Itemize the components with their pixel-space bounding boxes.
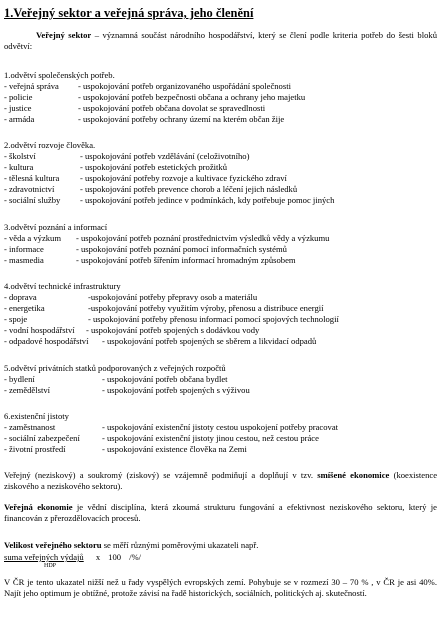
item-name: - armáda (4, 114, 35, 124)
mixed-economy-text-2: (koexistence ziskového a neziskového sektoru). (4, 470, 438, 491)
item-name: - životní prostředí (4, 444, 66, 454)
item-name: - zdravotnictví (4, 184, 55, 194)
section-title: 3.odvětví poznání a informací (4, 222, 108, 232)
item-description: - uspokojování potřeb šířením informací hromadným způsobem (76, 255, 296, 265)
section-title: 4.odvětví technické infrastruktury (4, 281, 121, 291)
list-item (4, 374, 437, 384)
final-paragraph: V ČR je tento ukazatel nižší než u řady vyspělých evropských zemí. Pohybuje se v rozmezí 30 – 70 % , v ČR je asi 40%. Najít jeho optimum je obtížné, protože závisí na řadě historických, sociálních, politických aj. skutečností. (4, 577, 437, 598)
item-description: - uspokojování potřeb poznání prostřednictvím výsledků vědy a výzkumu (76, 233, 330, 243)
item-description: - uspokojování potřeby ochrany území na kterém občan žije (78, 114, 285, 124)
item-name: - odpadové hospodářství (4, 336, 89, 346)
item-description: - uspokojování potřeb poznání pomocí informačních systémů (76, 244, 287, 254)
item-name: - justice (4, 103, 32, 113)
item-description: - uspokojování existence člověka na Zemi (102, 444, 247, 454)
item-description: - uspokojování potřeb estetických prožitků (80, 162, 228, 172)
list-item (4, 433, 437, 443)
item-description: - uspokojování potřeby rozvoje a kultivace fyzického zdraví (80, 173, 287, 183)
item-name: - vodní hospodářství (4, 325, 75, 335)
item-description: - uspokojování existenční jistoty jinou cestou, než cestou práce (102, 433, 319, 443)
item-description: -uspokojování potřeby přepravy osob a materiálu (88, 292, 258, 302)
list-item (4, 336, 437, 346)
formula-numerator: suma veřejných výdajů (4, 552, 84, 562)
intro-text: – významná součást národního hospodářství, který se člení podle kriteria potřeb do šesti bloků odvětví: (4, 30, 437, 51)
list-item (4, 151, 437, 161)
item-description: - uspokojování potřeb jedince v podmínkách, kdy potřebuje pomoc jiných (80, 195, 335, 205)
list-item (4, 444, 437, 454)
item-description: - uspokojování potřeb spojených s výživou (102, 385, 250, 395)
item-name: - policie (4, 92, 33, 102)
list-item (4, 244, 437, 254)
size-paragraph (4, 540, 258, 550)
intro-paragraph (4, 30, 437, 52)
item-name: - školství (4, 151, 36, 161)
mixed-economy-paragraph (4, 470, 437, 492)
mixed-economy-text: Veřejný (neziskový) a soukromý (ziskový) se vzájemně podmiňují a doplňují v tzv. (4, 470, 318, 480)
item-description: - uspokojování potřeb bezpečnosti občana a ochrany jeho majetku (78, 92, 306, 102)
item-name: - věda a výzkum (4, 233, 62, 243)
item-name: - sociální zabezpečení (4, 433, 80, 443)
list-item (4, 81, 437, 91)
item-name: - zemědělství (4, 385, 51, 395)
item-description: - uspokojování potřeby přenosu informací pomocí spojových technologií (88, 314, 339, 324)
list-item (4, 92, 437, 102)
list-item (4, 173, 437, 183)
size-term: Velikost veřejného sektoru (4, 540, 102, 550)
section-title: 5.odvětví privátních statků podporovaných z veřejných rozpočtů (4, 363, 226, 373)
section-title: 1.odvětví společenských potřeb. (4, 70, 115, 80)
item-name: - sociální služby (4, 195, 61, 205)
mixed-economy-term: smíšené ekonomice (317, 470, 390, 480)
list-item (4, 162, 437, 172)
item-description: - uspokojování potřeb občana bydlet (102, 374, 228, 384)
intro-term: Veřejný sektor (36, 30, 92, 40)
list-item (4, 422, 437, 432)
section-title: 6.existenční jistoty (4, 411, 69, 421)
item-description: - uspokojování potřeb organizovaného uspořádání společnosti (78, 81, 291, 91)
formula-multiplier: x (95, 552, 101, 562)
item-name: - veřejná správa (4, 81, 59, 91)
section-title: 2.odvětví rozvoje člověka. (4, 140, 96, 150)
list-item (4, 114, 437, 124)
list-item (4, 292, 437, 302)
item-description: - uspokojování potřeb spojených s dodávkou vody (86, 325, 260, 335)
item-name: - kultura (4, 162, 34, 172)
list-item (4, 103, 437, 113)
item-description: - uspokojování existenční jistoty cestou uspokojení potřeby pracovat (102, 422, 339, 432)
item-name: - bydlení (4, 374, 35, 384)
item-description: -uspokojování potřeby využitím výroby, přenosu a distribuce energií (88, 303, 324, 313)
item-description: - uspokojování potřeb spojených se sběrem a likvidací odpadů (102, 336, 317, 346)
formula-unit: /%/ (129, 552, 141, 562)
list-item (4, 233, 437, 243)
list-item (4, 195, 437, 205)
list-item (4, 314, 437, 324)
size-text: se měří různými poměrovými ukazateli např. (101, 540, 259, 550)
item-description: - uspokojování potřeb občana dovolat se spravedlnosti (78, 103, 266, 113)
document-heading: 1.Veřejný sektor a veřejná správa, jeho členění (4, 6, 254, 20)
item-name: - zaměstnanost (4, 422, 56, 432)
item-description: - uspokojování potřeb vzdělávání (celoživotního) (80, 151, 250, 161)
public-economics-paragraph (4, 502, 437, 524)
formula (4, 552, 141, 562)
public-economics-text: je vědní disciplína, která zkoumá strukturu fungování a efektivnost neziskového sektoru, který je financován z přerozdělovacích procesů. (4, 502, 437, 523)
item-description: - uspokojování potřeb prevence chorob a léčení jejich následků (80, 184, 298, 194)
list-item (4, 184, 437, 194)
formula-denominator: HDP (44, 563, 57, 569)
public-economics-term: Veřejná ekonomie (4, 502, 73, 512)
list-item (4, 255, 437, 265)
item-name: - informace (4, 244, 44, 254)
list-item (4, 303, 437, 313)
list-item (4, 385, 437, 395)
item-name: - masmedia (4, 255, 44, 265)
item-name: - doprava (4, 292, 37, 302)
list-item (4, 325, 437, 335)
item-name: - tělesná kultura (4, 173, 60, 183)
item-name: - spoje (4, 314, 28, 324)
formula-value: 100 (108, 552, 122, 562)
item-name: - energetika (4, 303, 45, 313)
